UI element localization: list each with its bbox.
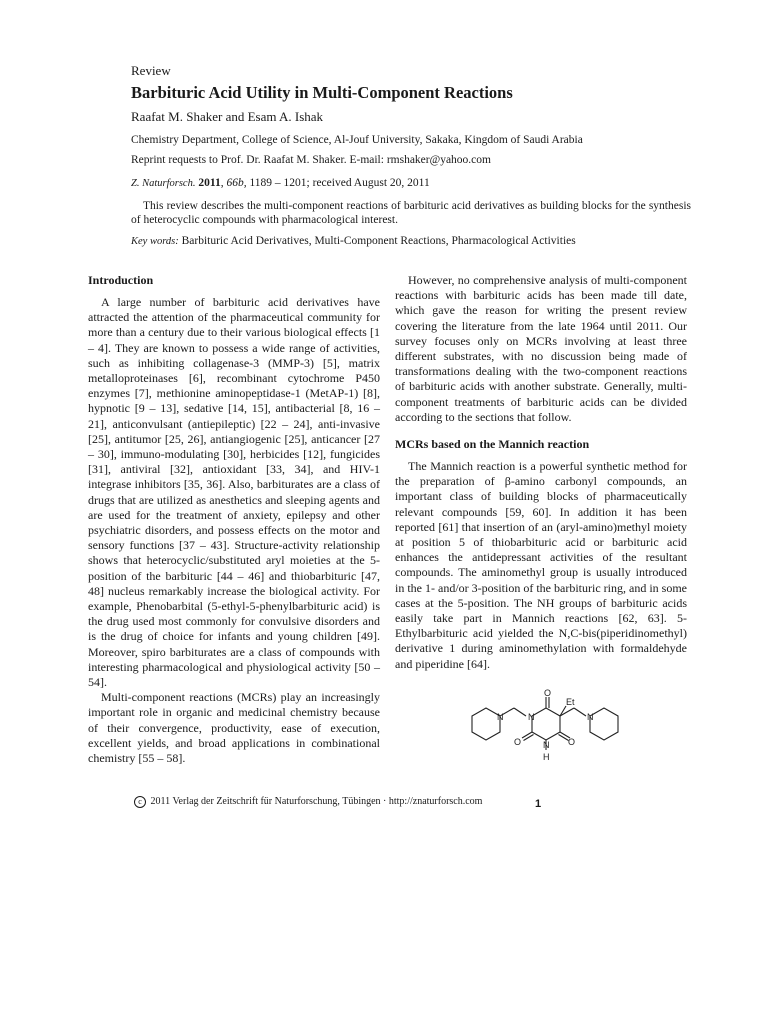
- left-column: [88, 273, 380, 766]
- paragraph: Multi-component reactions (MCRs) play an increasingly important role in organic and medicinal chemistry because of their convergence, productivity, ease of execution, excellent yields, and broad applications in combinational chemistry [55 – 58].: [88, 690, 380, 766]
- authors: Raafat M. Shaker and Esam A. Ishak: [131, 109, 324, 124]
- atom-n-ring-3: N: [543, 740, 550, 750]
- copyright-text: 2011 Verlag der Zeitschrift für Naturforschung, Tübingen · http://znaturforsch.com: [150, 796, 483, 807]
- atom-n-right-piperidine: N: [587, 712, 594, 722]
- section-heading-mannich: MCRs based on the Mannich reaction: [395, 437, 590, 452]
- copyright-icon: c: [134, 796, 146, 808]
- copyright-footer: [134, 796, 514, 808]
- atom-o-left: O: [514, 737, 522, 747]
- paragraph: However, no comprehensive analysis of multi-component reactions with barbituric acids has been made till date, which gave the reason for writing the present review covering the literature from the late 1964 until 2011. Our survey focuses only on MCRs involving at least three different substrates, with no discussion being made of transformations dealing with the two-component reactions of barbituric acids with another substrate. Generally, multi-component treatments of barbituric acids can be divided according to the sections that follow.: [395, 273, 687, 424]
- abstract: This review describes the multi-component reactions of barbituric acid derivatives as building blocks for the synthesis of heterocyclic compounds with pharmacological interest.: [131, 200, 691, 226]
- keywords: [131, 233, 691, 250]
- article-type: Review: [131, 63, 171, 78]
- paragraph: A large number of barbituric acid derivatives have attracted the attention of the pharmaceutical community for more than a century due to their various biological effects [1 – 4]. They are known to possess a wide range of activities, such as inhibiting collagenase-3 (MMP-3) [5], matrix metalloproteinases [6], recombinant cytochrome P450 enzymes [7], methionine aminopeptidase-1 (MetAP-1) [8], hypnotic [9 – 13], sedative [14, 15], antibacterial [8, 16 – 21], anticonvulsant (antiepileptic) [22 – 24], anti-invasive [25], antitumor [25, 26], antiangiogenic [25], anticancer [27 – 30], immuno-modulating [30], herbicides [12], fungicides [31], antiviral [32], antioxidant [33, 34], and HIV-1 integrase inhibitors [35, 36]. Also, barbiturates are a class of drugs that are utilized as anesthetics and sleeping agents and are used for the treatment of anxiety, epilepsy and other psychiatric disorders, and possess effects on the motor and sensory functions [37 – 43]. Structure-activity relationship shows that heterocyclic/substituted aryl moieties at the 5-position of the barbituric [44 – 46] and thiobarbituric [47, 48] nucleus remarkably increase the biological activity. For example, Phenobarbital (5-ethyl-5-phenylbarbituric acid) is the drug used most commonly for convulsive disorders and is the drug of choice for infants and young children [49]. Moreover, spiro barbiturates are a class of compounds with interesting pharmacological and physiological activity [50 – 54].: [88, 295, 380, 690]
- journal-name: Z. Naturforsch.: [131, 178, 196, 189]
- article-header: [131, 62, 691, 250]
- affiliation: Chemistry Department, College of Science, Al-Jouf University, Sakaka, Kingdom of Saudi Arabia: [131, 134, 583, 146]
- atom-o-right: O: [568, 737, 576, 747]
- atom-et: Et: [566, 697, 575, 707]
- atom-n-ring-1: N: [528, 712, 535, 722]
- keywords-text: Barbituric Acid Derivatives, Multi-Component Reactions, Pharmacological Activities: [181, 235, 576, 247]
- citation-pages-received: 1189 – 1201; received August 20, 2011: [249, 177, 430, 189]
- chemical-structure-1: [462, 688, 622, 788]
- right-column: [395, 273, 687, 672]
- journal-volume: 66b,: [226, 177, 247, 189]
- paragraph: The Mannich reaction is a powerful synthetic method for the preparation of β-amino carbonyl compounds, an important class of building blocks of pharmaceutically relevant compounds [59, 60]. In addition it has been reported [61] that insertion of an (aryl-amino)methyl moiety at position 5 of thiobarbituric acid or barbituric acid enhances the antidepressant activities of the resultant compounds. The aminomethyl group is usually introduced in the 1- and/or 3-position of the barbituric ring, and in some cases at the 5-position. The NH groups of barbituric acids easily take part in Mannich reactions [62, 63]. 5-Ethylbarbituric acid yielded the N,C-bis(piperidinomethyl) derivative 1 during aminomethylation with formaldehyde and piperidine [64].: [395, 459, 687, 671]
- atom-n-left-piperidine: N: [497, 712, 504, 722]
- compound-number: 1: [535, 798, 542, 810]
- section-heading-introduction: Introduction: [88, 273, 154, 287]
- atom-o-top: O: [544, 688, 552, 698]
- keywords-label: Key words:: [131, 236, 179, 247]
- atom-h: H: [543, 752, 550, 762]
- reprint-requests: Reprint requests to Prof. Dr. Raafat M. Shaker. E-mail: rmshaker@yahoo.com: [131, 154, 491, 166]
- article-title: Barbituric Acid Utility in Multi-Component Reactions: [131, 83, 513, 102]
- journal-year: 2011: [198, 177, 221, 189]
- citation-line: Z. Naturforsch. 2011, 66b, 1189 – 1201; received August 20, 2011: [131, 177, 430, 189]
- structure-labels: [497, 688, 594, 762]
